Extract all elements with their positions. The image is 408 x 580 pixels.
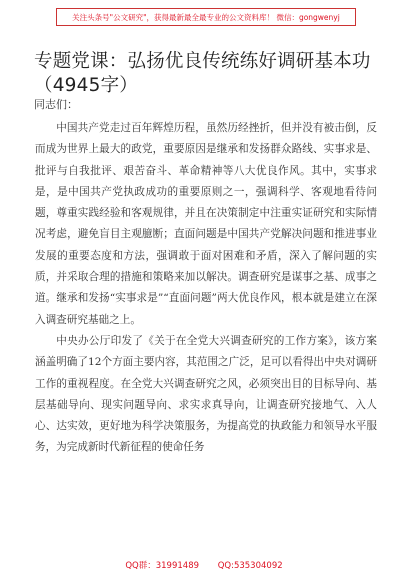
body-paragraph: 中央办公厅印发了《关于在全党大兴调查研究的工作方案》，该方案涵盖明确了12个方面主要内容，其范围之广泛，足可以看得出中央对调研工作的重视程度。在全党大兴调查研究之风，必须突出目的目标导向、基层基础导向、现实问题导向、求实求真导向，让调查研究接地气、入人心、达实效，更好地为科学决策服务，为提高党的执政能力和领导水平服务，为完成新时代新征程的使命任务 [35, 334, 377, 454]
body-paragraph: 中国共产党走过百年辉煌历程，虽然历经挫折，但并没有被击倒，反而成为世界上最大的政党，重要原因是继承和发扬群众路线、实事求是、批评与自我批评、艰苦奋斗、革命精神等八大优良作风。其中，实事求是，是中国共产党执政成功的重要原则之一，强调科学、客观地看待问题，尊重实践经验和客观规律，并且在决策制定中注重实证研究和实际情况考虑，避免盲目主观臆断；直面问题是中国共产党解决问题和推进事业发展的重要态度和方法，强调敢于面对困难和矛盾，深入了解问题的实质，并采取合理的措施和策略来加以解决。调查研究是谋事之基、成事之道。继承和发扬“实事求是”“直面问题”两大优良作风，根本就是建立在深入调查研究基础之上。 [35, 122, 377, 326]
qq-contact-number: QQ:535304092 [217, 561, 283, 571]
document-body [35, 118, 377, 459]
qq-group-number: QQ群：31991489 [125, 561, 200, 571]
contact-footer [0, 560, 408, 572]
document-title: 专题党课：弘扬优良传统练好调研基本功（4945字） [34, 51, 371, 96]
promo-banner: 关注头条号"公文研究"，获得最新最全最专业的公文资料库！ 微信：gongwenyj [56, 8, 356, 26]
salutation: 同志们： [34, 98, 78, 111]
